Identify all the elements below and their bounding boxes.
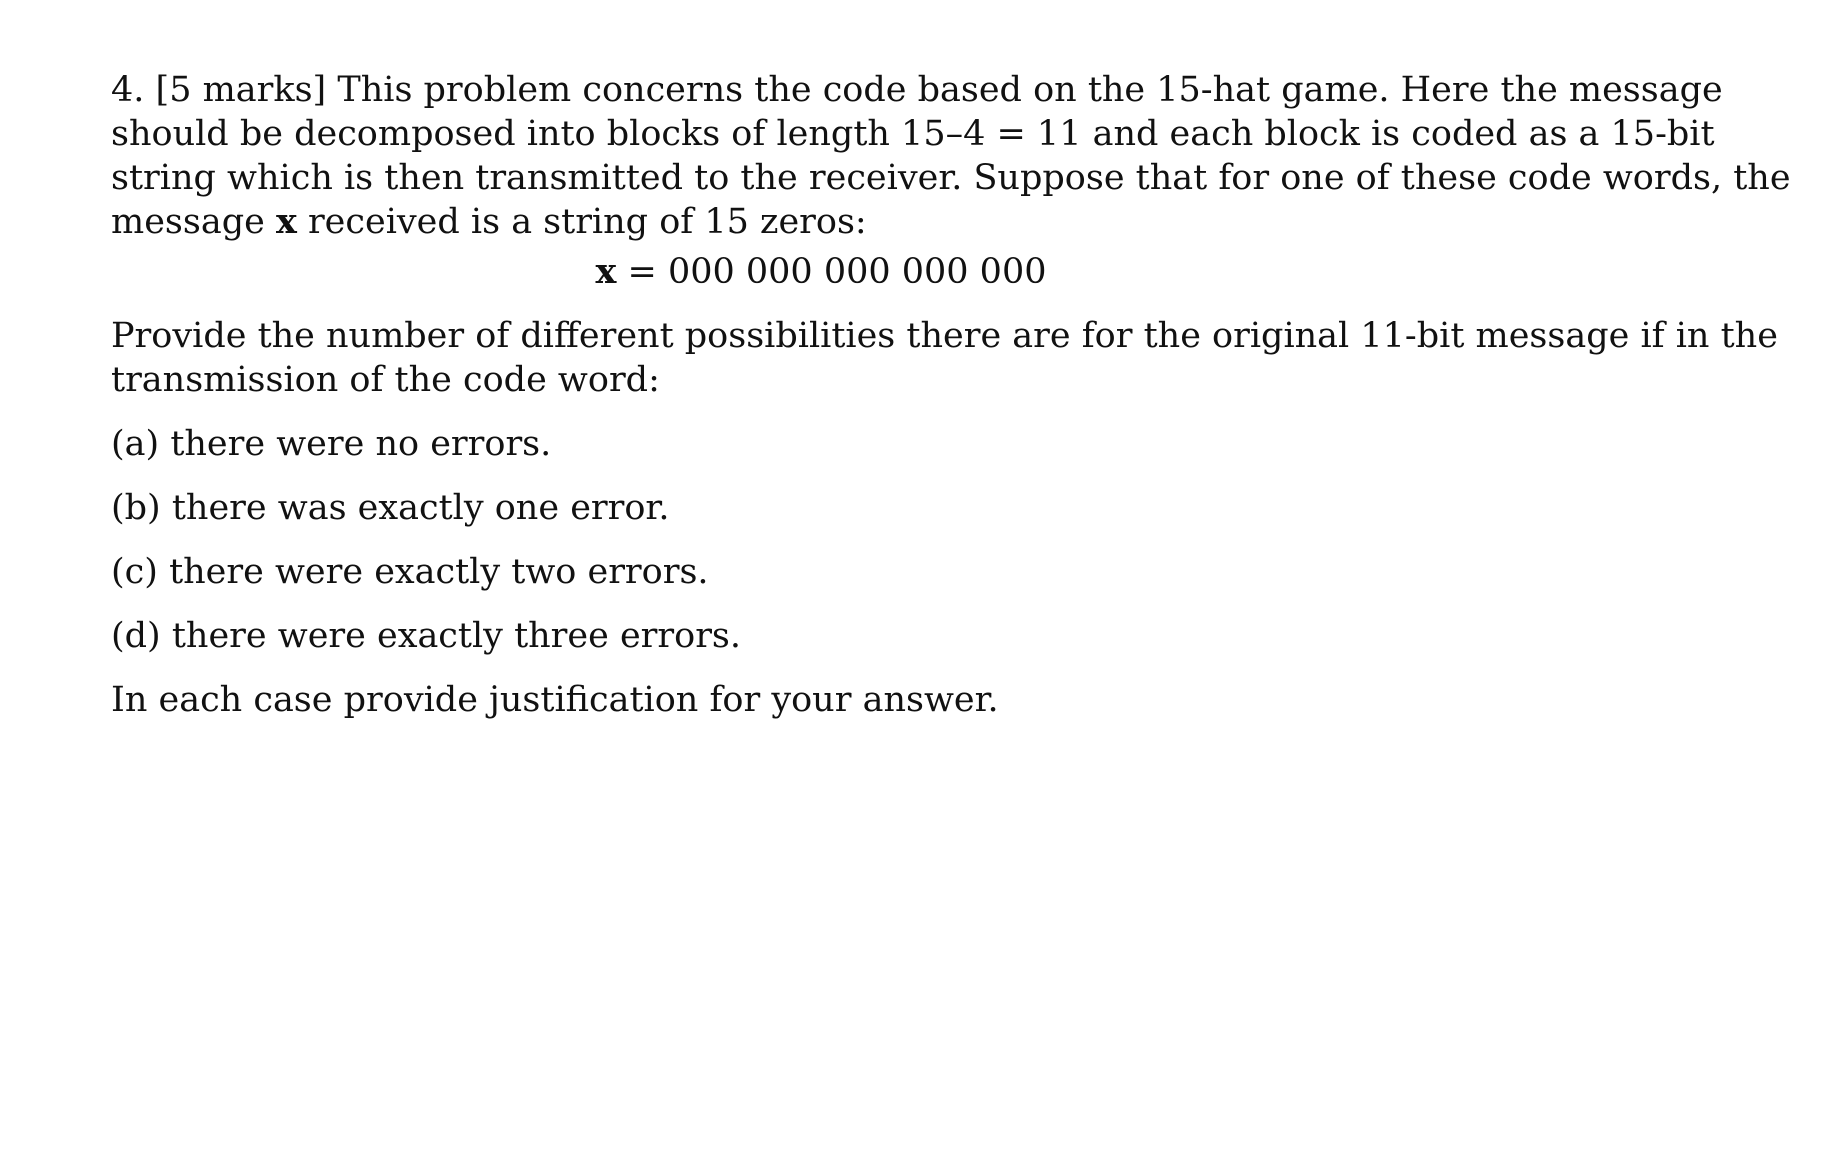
part-text: there were no errors. — [170, 424, 552, 464]
part-label: (b) — [111, 488, 161, 528]
equation-rhs: = 000 000 000 000 000 — [627, 252, 1047, 292]
problem-number: 4. — [111, 70, 145, 110]
part-label: (a) — [111, 424, 160, 464]
problem-page — [111, 68, 1801, 722]
part-label: (d) — [111, 616, 161, 656]
closing-instruction: In each case provide justification for your answer. — [111, 680, 999, 720]
question-prompt: Provide the number of different possibilities there are for the original 11-bit message if in the transmission of the code word: — [111, 316, 1778, 400]
part-text: there were exactly two errors. — [169, 552, 709, 592]
part-label: (c) — [111, 552, 158, 592]
intro-text-part2: received is a string of 15 zeros: — [296, 202, 867, 242]
intro-variable-x: x — [275, 201, 297, 242]
part-d — [111, 614, 1801, 658]
part-text: there were exactly three errors. — [171, 616, 742, 656]
problem-marks: [5 marks] — [155, 70, 327, 110]
part-a — [111, 422, 1801, 466]
part-b — [111, 486, 1801, 530]
equation-variable-x: x — [595, 251, 617, 292]
part-text: there was exactly one error. — [171, 488, 670, 528]
problem-intro — [111, 68, 1801, 244]
intro-text-part1: This problem concerns the code based on the 15-hat game. Here the message should be decomposed into blocks of length 15–4 = 11 and each block is coded as a 15-bit string which is then transmitted to the receiver. Suppose that for one of these code words, the message — [111, 70, 1791, 242]
part-c — [111, 550, 1801, 594]
equation — [111, 250, 1531, 294]
